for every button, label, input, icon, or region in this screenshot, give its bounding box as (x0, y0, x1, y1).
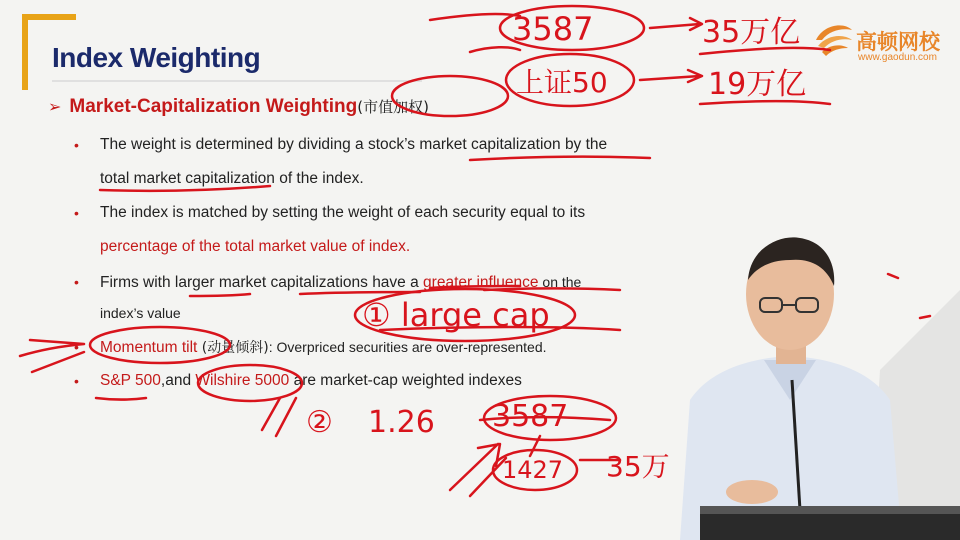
bullet-dot-icon: • (74, 373, 79, 389)
ink-note2-c: 1427 (502, 456, 564, 484)
heading-label: Market-Capitalization Weighting (69, 96, 358, 117)
bullet-dot-icon: • (74, 274, 79, 290)
ink-top1: 3587 (512, 10, 594, 48)
sp500-term: S&P 500 (100, 372, 161, 389)
ink-note1: ① large cap (362, 296, 550, 334)
ink-top2-result: 19万亿 (708, 67, 807, 102)
momentum-tilt-term: Momentum tilt (100, 339, 198, 356)
logo-url: www.gaodun.com (858, 52, 937, 63)
bullet-1-line-2: total market capitalization of the index. (100, 170, 364, 187)
ink-note2-d: 35万 (606, 450, 670, 483)
momentum-tilt-desc: : Overpriced securities are over-represented. (268, 339, 547, 355)
heading-arrow-icon: ➢ (48, 99, 62, 116)
bullet-3-text-a: Firms with larger market capitalizations have a (100, 274, 424, 291)
ink-note2-a: 1.26 (368, 405, 435, 440)
bullet-5-mid: ,and (160, 372, 196, 389)
ink-note2-b: 3587 (492, 399, 569, 434)
bullet-2-line-1: The index is matched by setting the weight of each security equal to its (100, 204, 586, 221)
bullet-dot-icon: • (74, 339, 79, 355)
bullet-dot-icon: • (74, 137, 79, 153)
bullet-2-line-2: percentage of the total market value of index. (100, 238, 411, 255)
ink-top2: 上证50 (516, 66, 608, 99)
ink-note2-prefix: ② (306, 405, 333, 440)
bullet-5-rest: are market-cap weighted indexes (289, 372, 522, 389)
bullet-3-line-2: index’s value (100, 305, 181, 321)
momentum-tilt-chinese: (动量倾斜) (197, 340, 269, 356)
ink-top1-result: 35万亿 (702, 15, 801, 50)
bullet-3-highlight: greater influence (423, 274, 539, 291)
bullet-dot-icon: • (74, 205, 79, 221)
slide-title: Index Weighting (52, 42, 261, 73)
wilshire-term: Wilshire 5000 (195, 372, 290, 389)
bullet-3-text-b: on the (538, 274, 582, 290)
bullet-1-line-1: The weight is determined by dividing a stock’s market capitalization by the (100, 136, 608, 153)
logo-name: 高顿网校 (856, 30, 940, 54)
heading-chinese: (市值加权) (357, 98, 429, 116)
